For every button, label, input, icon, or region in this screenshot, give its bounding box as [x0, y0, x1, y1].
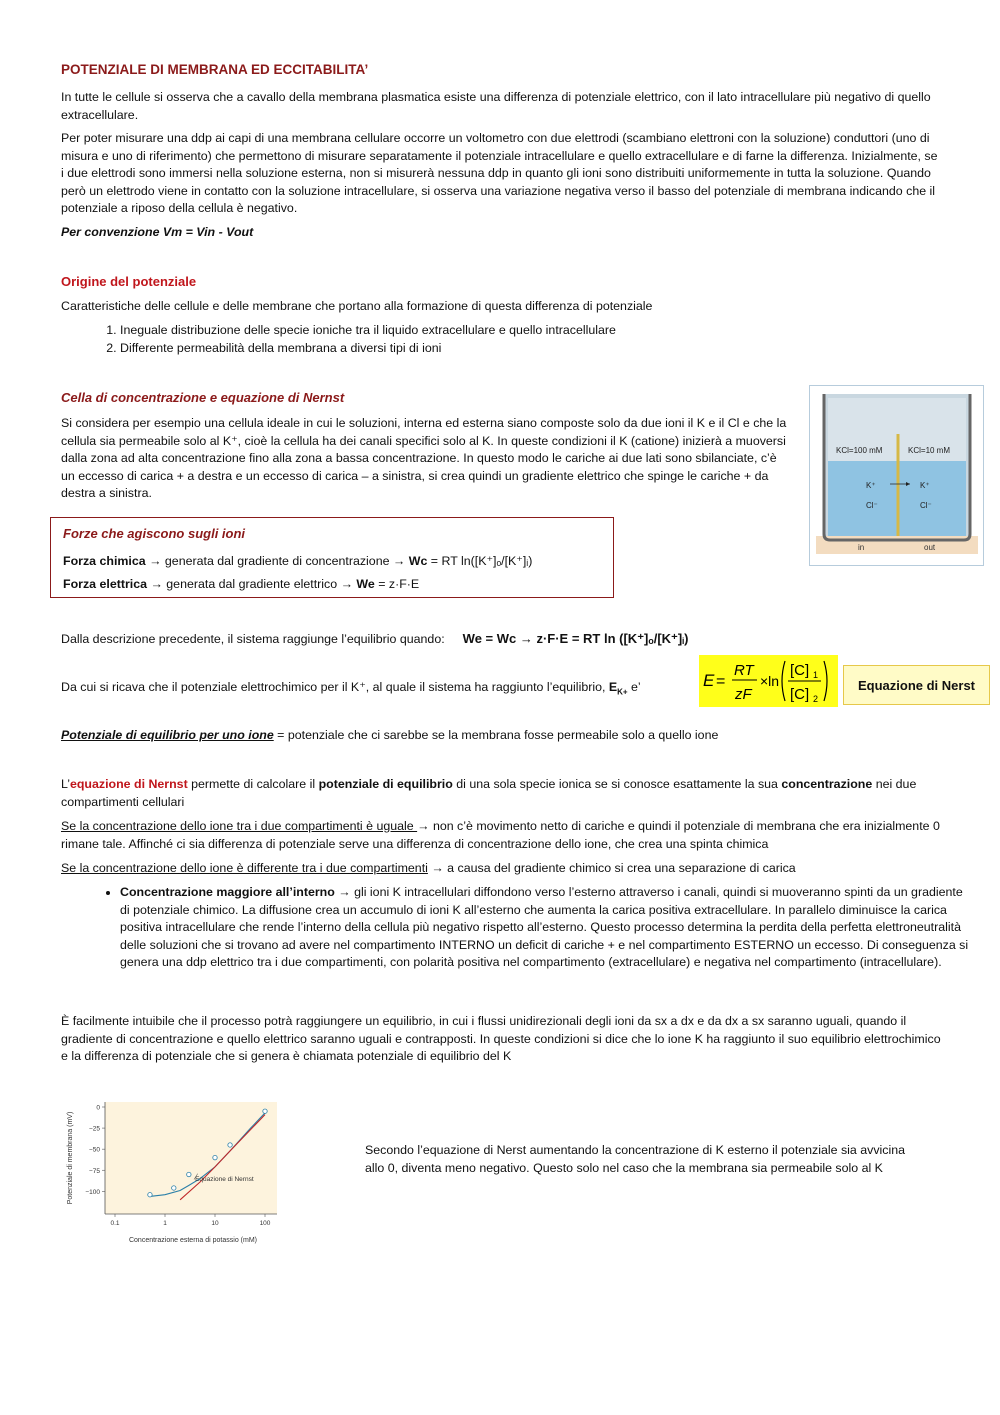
- nernst-para-part: nei due compartimenti cellulari: [61, 777, 917, 809]
- x-tick-label: 10: [211, 1220, 219, 1227]
- origin-heading: Origine del potenziale: [61, 274, 197, 289]
- equal-concentration-condition: Se la concentrazione dello ione tra i due compartimenti è uguale: [61, 819, 418, 833]
- derive-description: Da cui si ricava che il potenziale elettrochimico per il K⁺, al quale il sistema ha raggiunto l’equilibrio,: [61, 680, 609, 694]
- ion-k-left: K⁺: [866, 481, 876, 490]
- list-item: [120, 884, 970, 972]
- x-tick-label: 0.1: [110, 1220, 120, 1227]
- equilibrium-text: [61, 630, 688, 649]
- page-title: POTENZIALE DI MEMBRANA ED ECCITABILITA’: [61, 62, 369, 77]
- intro-paragraph-1: In tutte le cellule si osserva che a cavallo della membrana plasmatica esiste una differenza di potenziale elettrico, con il lato intracellulare più negativo di quello extracellulare.: [61, 90, 931, 122]
- list-item: 1. Ineguale distribuzione delle specie ioniche tra il liquido extracellulare e quello intracellulare: [120, 322, 616, 340]
- origin-list: [90, 322, 616, 357]
- equal-concentration-result: → non c’è movimento netto di cariche e quindi il potenziale di membrana che era inizialmente 0 rimane tale. Affinché ci sia differenza di potenziale serve una differenza di concentrazione dello ione, che crea una spinta chimica: [61, 819, 940, 851]
- in-label: in: [858, 543, 865, 552]
- svg-text:RT: RT: [734, 662, 754, 679]
- equilibrium-potential-term: Potenziale di equilibrio per uno ione: [61, 728, 274, 742]
- electric-force-row: [63, 577, 419, 591]
- data-point: [228, 1143, 232, 1147]
- bullet-bold: Concentrazione maggiore all’interno: [120, 885, 335, 899]
- final-paragraph: È facilmente intuibile che il processo potrà raggiungere un equilibrio, in cui i flussi unidirezionali degli ioni da sx a dx e da dx a sx saranno uguali, quando il gradiente di concentrazione e quello elettrico saranno uguali e contrapposti. In queste condizioni si dice che lo ione K ha raggiunto il suo equilibrio elettrochimico e la differenza di potenziale che si genera è chiamata potenziale di equilibrio del K: [61, 1014, 941, 1064]
- data-point: [263, 1109, 267, 1113]
- nernst-equation-image: [699, 655, 838, 707]
- data-point: [172, 1186, 176, 1190]
- nernst-para-part: di una sola specie ionica se si conosce esattamente la sua: [452, 777, 782, 791]
- nernst-equation-formula: [699, 655, 838, 707]
- svg-text:×ln: ×ln: [760, 673, 780, 689]
- nerst-label-box: Equazione di Nerst: [843, 665, 990, 705]
- potassium-chart-svg: [60, 1098, 282, 1248]
- derive-end: e’: [627, 680, 641, 694]
- derive-symbol: E: [608, 680, 618, 694]
- chemical-force-row: [63, 553, 532, 568]
- y-tick-label: −50: [88, 1146, 100, 1154]
- equilibrium-formula: We = Wc → z·F·E = RT ln ([K⁺]ₒ/[K⁺]ᵢ): [462, 631, 689, 646]
- equilibrium-description: Dalla descrizione precedente, il sistema raggiunge l’equilibrio quando:: [61, 632, 445, 646]
- y-tick-label: −25: [88, 1125, 100, 1133]
- electric-work-formula: = z·F·E: [374, 577, 420, 591]
- ion-k-right: K⁺: [920, 481, 930, 490]
- right-solution-label: KCl=10 mM: [908, 446, 951, 455]
- nernst-para-bold: concentrazione: [781, 777, 873, 791]
- svg-text:E: E: [703, 671, 715, 690]
- nernst-para-part: permette di calcolare il: [187, 777, 319, 791]
- origin-text: Caratteristiche delle cellule e delle membrane che portano alla formazione di questa differenza di potenziale: [61, 299, 653, 313]
- forces-box: [50, 517, 614, 598]
- x-tick-label: 100: [259, 1220, 271, 1227]
- svg-text:zF: zF: [735, 686, 752, 703]
- equilibrium-potential-rest: = potenziale che ci sarebbe se la membrana fosse permeabile solo a quello ione: [273, 728, 719, 742]
- electric-work-symbol: We: [356, 577, 375, 591]
- nernst-paragraph: [61, 776, 941, 811]
- svg-text:[C]: [C]: [790, 662, 810, 679]
- chart-annotation: Equazione di Nernst: [195, 1176, 254, 1184]
- ion-cl-left: Cl⁻: [866, 501, 878, 510]
- nernst-cell-heading: Cella di concentrazione e equazione di Nernst: [61, 390, 345, 405]
- nernst-cell-text: Si considera per esempio una cellula ideale in cui le soluzioni, interna ed esterna siano composte solo da due ioni il K e il Cl e che la cellula sia permeabile solo al K⁺, cioè la cellula ha dei canali specifici solo al K. In queste condizioni il K (catione) inizierà a muoversi dalla zona ad alta concentrazione fino alla zona a bassa concentrazione. In questo modo le cariche ai due lati sono sbilanciate, c’è un eccesso di carica + a destra e un eccesso di carica – a sinistra, si crea quindi un gradiente elettrico che spinge le cariche + da destra a sinistra.: [61, 416, 787, 501]
- chemical-force-text: → generata dal gradiente di concentrazione →: [145, 554, 409, 568]
- svg-text:2: 2: [813, 694, 819, 704]
- y-tick-label: −100: [85, 1188, 100, 1196]
- electric-force-label: Forza elettrica: [63, 577, 148, 591]
- nernst-para-bold: potenziale di equilibrio: [318, 777, 453, 791]
- equilibrium-potential-definition: [61, 727, 718, 745]
- chemical-work-symbol: Wc: [408, 554, 428, 568]
- y-tick-label: 0: [96, 1104, 100, 1112]
- derive-text: [61, 679, 641, 701]
- y-tick-label: −75: [88, 1167, 100, 1175]
- concentration-cell-diagram: [810, 386, 983, 565]
- plot-background: [105, 1102, 277, 1214]
- nernst-para-part: L’: [61, 777, 70, 791]
- svg-text:1: 1: [813, 670, 819, 680]
- data-point: [213, 1155, 217, 1159]
- left-solution-label: KCl=100 mM: [836, 446, 883, 455]
- out-label: out: [924, 543, 936, 552]
- ion-cl-right: Cl⁻: [920, 501, 932, 510]
- chemical-work-formula: = RT ln([K⁺]ₒ/[K⁺]ᵢ): [427, 554, 533, 568]
- concentration-cell-figure: [809, 385, 984, 566]
- convention-formula: Per convenzione Vm = Vin - Vout: [61, 225, 254, 239]
- chemical-force-label: Forza chimica: [63, 554, 146, 568]
- data-point: [187, 1172, 191, 1176]
- potassium-chart: [60, 1098, 282, 1248]
- nernst-para-red: equazione di Nernst: [69, 777, 188, 791]
- forces-title: Forze che agiscono sugli ioni: [63, 526, 246, 541]
- bullet-text: → gli ioni K intracellulari diffondono verso l’esterno attraverso i canali, quindi si muoveranno spinti da un gradiente di potenziale chimico. La diffusione crea un accumulo di ioni K all’esterno che aumenta la carica positiva extracellulare. In parallelo diminuisce la carica positiva intracellulare che rende l’interno della cellula più negativo rispetto all’esterno. Questo processo determina la perdita della perfetta elettroneutralità delle soluzioni che si trovano ad avere nel compartimento INTERNO un deficit di cariche + e nel compartimento ESTERNO un eccesso. Di conseguenza si genera una ddp elettrico tra i due compartimenti, con polarità positiva nel compartimento (extracellulare) e negativa nel compartimento (intracellulare).: [120, 885, 969, 970]
- different-concentration-result: → a causa del gradiente chimico si crea una separazione di carica: [427, 861, 796, 875]
- chart-caption: Secondo l’equazione di Nerst aumentando la concentrazione di K esterno il potenziale sia avvicina allo 0, diventa meno negativo. Questo solo nel caso che la membrana sia permeabile solo al K: [365, 1143, 906, 1175]
- intro-paragraph-2: Per poter misurare una ddp ai capi di una membrana cellulare occorre un voltometro con due elettrodi (scambiano elettroni con la soluzione) conduttori (uno di misura e uno di riferimento) che permettono di misurare separatamente il potenziale intracellulare e quello extracellulare e di farne la differenza. Inizialmente, se i due elettrodi sono immersi nella soluzione esterna, non si misurerà nessuna ddp in quanto gli ioni sono distribuiti uniformemente in tutta la soluzione. Quando però un elettrodo viene in contatto con la soluzione intracellulare, si osserva una variazione negativa verso il basso del potenziale di membrana indicando che il potenziale a riposo della cellula è negativo.: [61, 131, 938, 216]
- bullet-list: [90, 884, 970, 972]
- data-point: [148, 1193, 152, 1197]
- x-axis-label: Concentrazione esterna di potassio (mM): [128, 1237, 258, 1244]
- x-tick-label: 1: [163, 1220, 167, 1227]
- y-axis-label: Potenziale di membrana (mV): [67, 1111, 74, 1205]
- svg-text:[C]: [C]: [790, 686, 810, 703]
- svg-text:=: =: [716, 673, 726, 690]
- list-item: 2. Differente permeabilità della membrana a diversi tipi di ioni: [120, 340, 616, 358]
- electric-force-text: → generata dal gradiente elettrico →: [147, 577, 357, 591]
- derive-subscript: K+: [617, 687, 628, 697]
- different-concentration-paragraph: [61, 860, 941, 878]
- different-concentration-condition: Se la concentrazione dello ione è differente tra i due compartimenti: [61, 861, 428, 875]
- equal-concentration-paragraph: [61, 818, 941, 853]
